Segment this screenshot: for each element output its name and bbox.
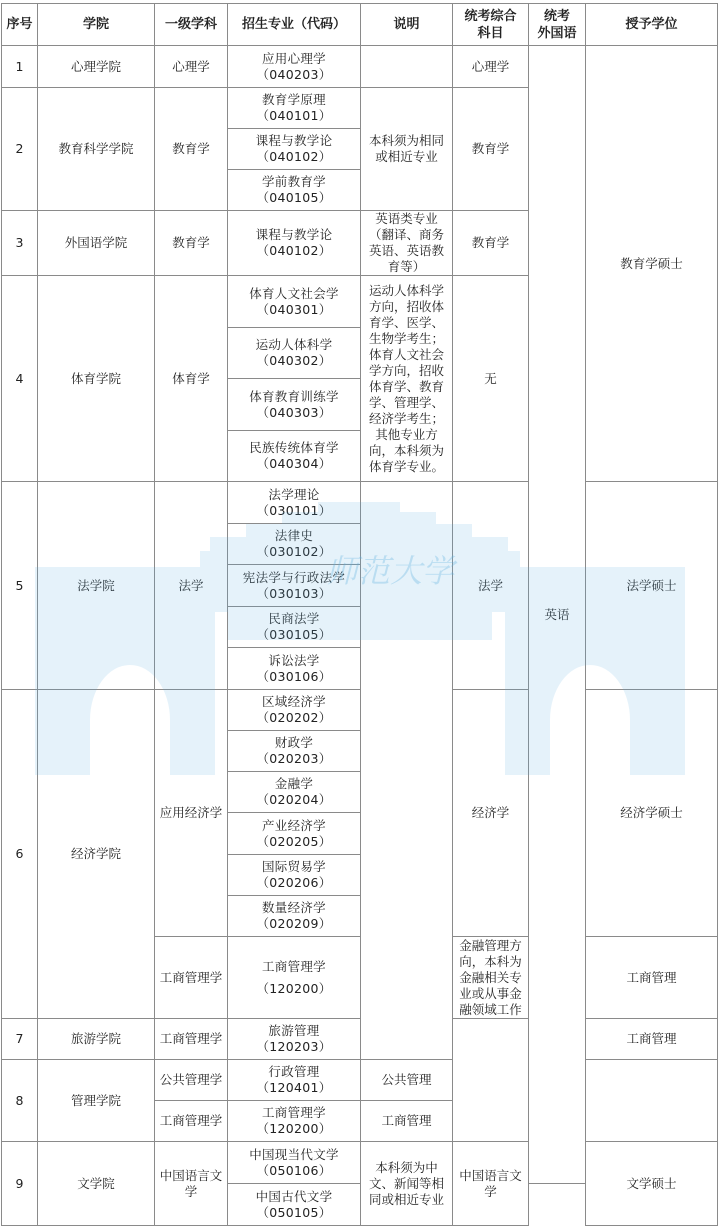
college-cell: 外国语学院 <box>38 211 155 276</box>
major-cell: 课程与教学论 （040102） <box>228 129 361 170</box>
exam-cell: 工商管理 <box>586 1019 718 1060</box>
major-cell: 旅游管理 （120203） <box>228 1019 361 1060</box>
college-cell: 旅游学院 <box>38 1019 155 1060</box>
major-cell: 中国古代文学 （050105） <box>228 1184 361 1226</box>
exam-cell: 工商管理 <box>586 937 718 1019</box>
exam-cell: 无 <box>453 276 529 482</box>
exam-cell: 公共管理 <box>361 1060 453 1101</box>
exam-cell: 中国语言文学 <box>453 1142 529 1226</box>
college-cell: 管理学院 <box>38 1060 155 1142</box>
degree-cell-law: 法学硕士 <box>586 482 718 690</box>
seq-cell: 3 <box>2 211 38 276</box>
header-college: 学院 <box>38 4 155 46</box>
major-cell: 法学理论 （030101） <box>228 482 361 524</box>
note-cell <box>361 46 453 88</box>
watermark-text: 师范大学 <box>325 552 455 590</box>
major-cell: 财政学 （020203） <box>228 731 361 772</box>
discipline-cell: 工商管理学 <box>155 937 228 1019</box>
college-cell: 体育学院 <box>38 276 155 482</box>
seq-cell: 8 <box>2 1060 38 1142</box>
discipline-cell: 工商管理学 <box>155 1101 228 1142</box>
major-cell: 数量经济学 （020209） <box>228 896 361 937</box>
header-discipline: 一级学科 <box>155 4 228 46</box>
header-exam: 统考综合 科目 <box>453 4 529 46</box>
note-cell <box>453 1019 529 1142</box>
header-major: 招生专业（代码） <box>228 4 361 46</box>
seq-cell: 2 <box>2 88 38 211</box>
note-cell: 运动人体科学方向，招收体育学、医学、生物学考生；体育人文社会学方向，招收体育学、教育学、管理学、经济学考生；其他专业方向，本科须为体育学专业。 <box>361 276 453 482</box>
seq-cell: 4 <box>2 276 38 482</box>
discipline-cell: 工商管理学 <box>155 1019 228 1060</box>
discipline-cell: 体育学 <box>155 276 228 482</box>
header-row <box>2 4 718 46</box>
header-language: 统考 外国语 <box>529 4 586 46</box>
major-cell: 民族传统体育学 （040304） <box>228 431 361 482</box>
major-cell: 体育教育训练学 （040303） <box>228 379 361 431</box>
note-cell: 英语类专业（翻译、商务英语、英语教育等） <box>361 211 453 276</box>
degree-cell-education: 教育学硕士 <box>586 46 718 482</box>
exam-cell: 工商管理 <box>361 1101 453 1142</box>
college-cell: 文学院 <box>38 1142 155 1226</box>
seq-cell: 7 <box>2 1019 38 1060</box>
exam-cell: 心理学 <box>453 46 529 88</box>
exam-cell: 教育学 <box>453 211 529 276</box>
major-cell: 教育学原理 （040101） <box>228 88 361 129</box>
exam-cell: 教育学 <box>453 88 529 211</box>
major-cell: 课程与教学论 （040102） <box>228 211 361 276</box>
major-cell: 区域经济学 （020202） <box>228 690 361 731</box>
note-cell: 金融管理方向，本科为金融相关专业或从事金融领域工作 <box>453 937 529 1019</box>
table-row <box>2 1060 718 1101</box>
discipline-cell: 教育学 <box>155 88 228 211</box>
major-cell: 学前教育学 （040105） <box>228 170 361 211</box>
college-cell: 经济学院 <box>38 690 155 1019</box>
major-cell: 宪法学与行政法学 （030103） <box>228 565 361 607</box>
discipline-cell: 法学 <box>155 482 228 690</box>
seq-cell: 5 <box>2 482 38 690</box>
major-cell: 运动人体科学 （040302） <box>228 328 361 379</box>
header-note: 说明 <box>361 4 453 46</box>
major-cell: 工商管理学 （120200） <box>228 937 361 1019</box>
major-cell: 应用心理学 （040203） <box>228 46 361 88</box>
header-degree: 授予学位 <box>586 4 718 46</box>
exam-cell: 法学 <box>453 482 529 690</box>
discipline-cell: 公共管理学 <box>155 1060 228 1101</box>
seq-cell: 6 <box>2 690 38 1019</box>
major-cell: 诉讼法学 （030106） <box>228 648 361 690</box>
major-cell: 体育人文社会学 （040301） <box>228 276 361 328</box>
discipline-cell: 中国语言文学 <box>155 1142 228 1226</box>
major-cell: 民商法学 （030105） <box>228 607 361 648</box>
table-row <box>2 482 718 524</box>
college-cell: 心理学院 <box>38 46 155 88</box>
seq-cell: 1 <box>2 46 38 88</box>
note-cell: 本科须为相同或相近专业 <box>361 88 453 211</box>
discipline-cell: 应用经济学 <box>155 690 228 937</box>
note-cell: 本科须为中文、新闻等相同或相近专业 <box>361 1142 453 1226</box>
college-cell: 法学院 <box>38 482 155 690</box>
seq-cell: 9 <box>2 1142 38 1226</box>
major-cell: 行政管理 （120401） <box>228 1060 361 1101</box>
discipline-cell: 心理学 <box>155 46 228 88</box>
note-cell <box>361 482 453 1060</box>
college-cell: 教育科学学院 <box>38 88 155 211</box>
major-cell: 产业经济学 （020205） <box>228 813 361 855</box>
language-cell: 英语 <box>529 46 586 1184</box>
discipline-cell: 教育学 <box>155 211 228 276</box>
table-row <box>2 1142 718 1184</box>
header-seq: 序号 <box>2 4 38 46</box>
table-row <box>2 46 718 88</box>
table-row <box>2 1019 718 1060</box>
major-cell: 国际贸易学 （020206） <box>228 855 361 896</box>
major-cell: 法律史 （030102） <box>228 524 361 565</box>
major-cell: 中国现当代文学 （050106） <box>228 1142 361 1184</box>
major-cell: 工商管理学 （120200） <box>228 1101 361 1142</box>
degree-cell-economics: 经济学硕士 <box>586 690 718 937</box>
table-row <box>2 690 718 731</box>
degree-cell-literature: 文学硕士 <box>586 1142 718 1226</box>
exam-cell: 经济学 <box>453 690 529 937</box>
admissions-table <box>1 3 718 1226</box>
major-cell: 金融学 （020204） <box>228 772 361 813</box>
